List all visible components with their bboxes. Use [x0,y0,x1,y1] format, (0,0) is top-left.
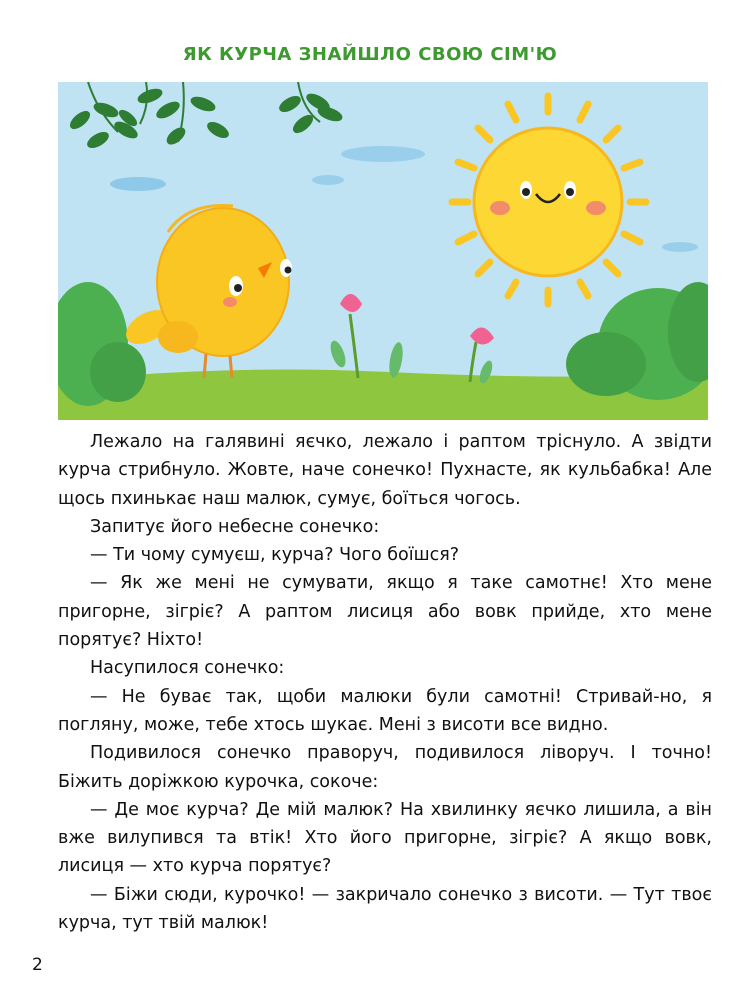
page-number: 2 [32,955,43,975]
paragraph: — Біжи сюди, курочко! — закричало сонечко з висоти. — Тут твоє курча, тут твій малюк! [58,884,712,934]
cloud [110,177,166,191]
cloud [312,175,344,185]
cloud [662,242,698,252]
story-text [58,428,712,937]
paragraph: — Де моє курча? Де мій малюк? На хвилинку яєчко лишила, а він вже вилупився та втік! Хто його пригорне, зігріє? А якщо вовк, лисиця — хто курча порятує? [58,799,712,877]
paragraph: Подивилося сонечко праворуч, подивилося ліворуч. І точно! Біжить доріжкою курочка, сокоче: [58,743,712,792]
paragraph: Лежало на галявині яєчко, лежало і раптом тріснуло. А звідти курча стрибнуло. Жовте, наче сонечко! Пухнасте, як кульбабка! Але щось пхинькає наш малюк, сумує, боїться чогось. [58,432,712,509]
sun-icon [452,96,646,304]
story-title: ЯК КУРЧА ЗНАЙШЛО СВОЮ СІМ'Ю [182,44,558,65]
paragraph: Запитує його небесне сонечко: [90,516,380,537]
story-illustration [58,82,708,420]
paragraph: Насупилося сонечко: [90,658,285,679]
paragraph: — Як же мені не сумувати, якщо я таке самотнє! Хто мене пригорне, зігріє? А раптом лисиця або вовк прийде, хто мене порятує? Ніхто! [58,573,712,651]
cloud [341,146,425,162]
paragraph: — Ти чому сумуєш, курча? Чого боїшся? [90,545,460,566]
paragraph: — Не буває так, щоби малюки були самотні! Стривай-но, я погляну, може, тебе хтось шукає. Мені з висоти все видно. [58,686,712,735]
